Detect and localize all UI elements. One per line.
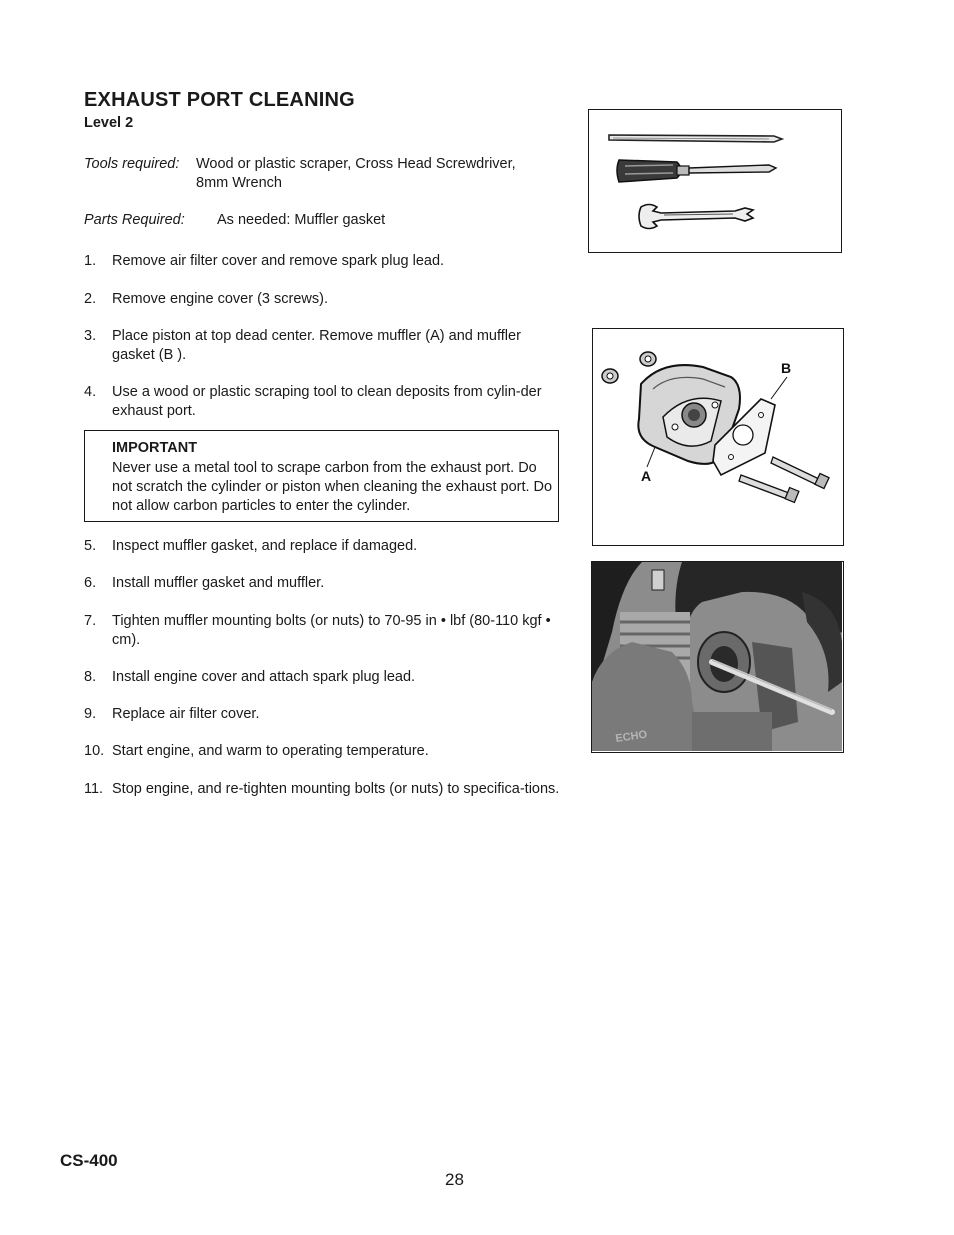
tools-figure (588, 109, 842, 253)
step-text: Use a wood or plastic scraping tool to clean deposits from cylin-der exhaust port. (112, 384, 542, 419)
tools-illustration (589, 110, 840, 251)
muffler-exploded-view (593, 329, 842, 544)
page-title: EXHAUST PORT CLEANING (84, 89, 355, 111)
step-6 (84, 574, 562, 593)
step-text: Remove engine cover (3 screws). (112, 291, 328, 307)
nut-icon (640, 352, 656, 366)
step-number: 2. (84, 291, 97, 307)
step-number: 5. (84, 538, 97, 554)
step-number: 6. (84, 575, 97, 591)
model-number: CS-400 (60, 1151, 118, 1170)
bolt-icon (771, 457, 829, 489)
step-5 (84, 537, 562, 556)
step-number: 9. (84, 706, 97, 722)
step-1 (84, 252, 562, 271)
step-text: Inspect muffler gasket, and replace if damaged. (112, 538, 418, 554)
tools-required-label: Tools required: (84, 156, 180, 172)
step-number: 8. (84, 669, 97, 685)
important-notice-box (84, 430, 559, 522)
gasket-label-b: B (781, 360, 792, 376)
screwdriver-icon (617, 160, 776, 182)
step-2 (84, 290, 562, 309)
step-8 (84, 668, 562, 687)
step-text: Place piston at top dead center. Remove muffler (A) and muffler gasket (B ). (112, 328, 521, 363)
step-text: Install muffler gasket and muffler. (112, 575, 325, 591)
step-text: Remove air filter cover and remove spark plug lead. (112, 253, 445, 269)
muffler-diagram (592, 328, 844, 546)
exhaust-port-photo (591, 561, 844, 753)
step-text: Start engine, and warm to operating temperature. (112, 743, 429, 759)
step-number: 7. (84, 613, 97, 629)
step-7 (84, 612, 562, 650)
brand-logo: ECHO (614, 728, 648, 745)
photo-illustration (592, 562, 842, 751)
step-text: Stop engine, and re-tighten mounting bolts (or nuts) to specifica-tions. (112, 781, 560, 797)
bolt-icon (739, 475, 799, 502)
step-3 (84, 327, 562, 365)
page-number: 28 (445, 1170, 464, 1189)
parts-required-value: As needed: Muffler gasket (217, 212, 386, 228)
parts-required-label: Parts Required: (84, 212, 185, 228)
step-10 (84, 742, 562, 761)
step-text: Install engine cover and attach spark plug lead. (112, 669, 416, 685)
step-text: Replace air filter cover. (112, 706, 260, 722)
step-number: 1. (84, 253, 97, 269)
important-heading: IMPORTANT (112, 440, 198, 456)
wrench-icon (639, 205, 753, 229)
muffler-label-a: A (641, 468, 652, 484)
step-number: 10. (84, 743, 105, 759)
step-9 (84, 705, 562, 724)
scraper-icon (609, 135, 782, 142)
step-4 (84, 383, 562, 421)
step-text: Tighten muffler mounting bolts (or nuts) to 70-95 in • lbf (80-110 kgf • cm). (112, 613, 551, 648)
tools-required-value-line1: Wood or plastic scraper, Cross Head Screwdriver, (196, 156, 516, 172)
step-11 (84, 780, 562, 799)
maintenance-level: Level 2 (84, 115, 134, 131)
step-number: 4. (84, 384, 97, 400)
step-number: 11. (84, 781, 104, 797)
tools-required-value-line2: 8mm Wrench (196, 175, 282, 191)
important-text: Never use a metal tool to scrape carbon from the exhaust port. Do not scratch the cylinder or piston when cleaning the exhaust port. Do not allow carbon particles to enter the cylinder. (112, 460, 553, 514)
nut-icon (602, 369, 618, 383)
step-number: 3. (84, 328, 97, 344)
